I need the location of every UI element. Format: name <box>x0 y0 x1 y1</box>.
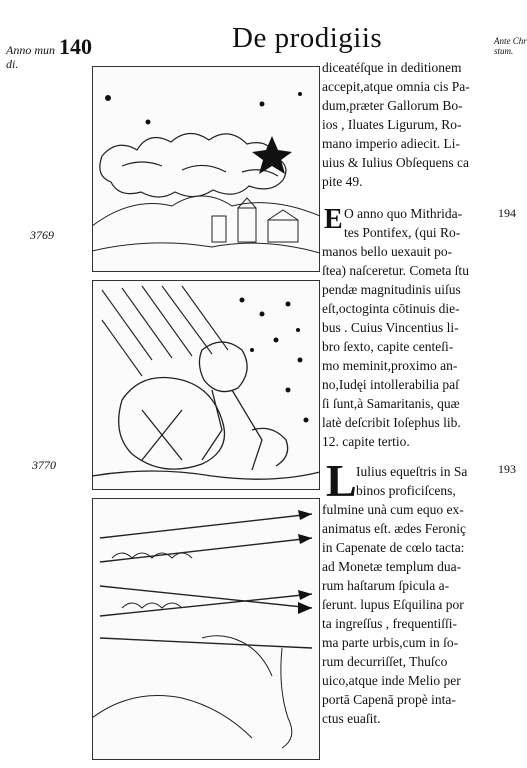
passage-3 <box>322 462 467 728</box>
woodcut-spears-wolf <box>92 498 320 760</box>
text-line: pite 49. <box>322 174 363 189</box>
text-line: ios , Iluates Ligurum, Ro- <box>322 117 462 132</box>
text-line: rum haſtarum ſpicula a- <box>322 578 450 593</box>
text-line: tes Pontifex, (qui Ro- <box>344 225 461 240</box>
anno-mundi-text: Anno mun <box>6 43 55 57</box>
text-line: pendæ magnitudinis uiſus <box>322 282 461 297</box>
margin-year-3770: 3770 <box>32 458 56 472</box>
text-line: animatus eſt. ædes Feroniç <box>322 521 466 536</box>
margin-ref-194: 194 <box>498 206 516 220</box>
drop-initial-e: E <box>324 204 343 235</box>
text-line: ctus euaſit. <box>322 711 381 726</box>
text-line: mo meminit,proximo an- <box>322 358 458 373</box>
woodcut-comet-landscape <box>92 66 320 272</box>
page-number: 140 <box>59 34 92 59</box>
passage-2 <box>322 204 469 451</box>
text-line: accepit,atque omnia cis Pa- <box>322 79 470 94</box>
page-title: De prodigiis <box>232 22 383 54</box>
text-line: O anno quo Mithrida- <box>344 206 463 221</box>
text-line: binos proficiſcens, <box>356 483 456 498</box>
anno-mundi-text-2: di. <box>6 57 19 71</box>
woodcut-fallen-rider <box>92 280 320 490</box>
text-line: diceatéſque in deditionem <box>322 60 462 75</box>
text-line: ad Monetæ templum dua- <box>322 559 462 574</box>
text-line: mano imperio adiecit. Li- <box>322 136 460 151</box>
text-line: bus . Cuius Vincentius li- <box>322 320 459 335</box>
text-line: bro ſexto, capite centeſi- <box>322 339 454 354</box>
text-line: manos bello uexauit po- <box>322 244 453 259</box>
margin-ref-193: 193 <box>498 462 516 476</box>
text-line: ta ingreſſus , frequentiſſi- <box>322 616 457 631</box>
ante-christum-text: Ante Chr <box>494 36 527 46</box>
text-line: eſt,octoginta cōtinuis die- <box>322 301 460 316</box>
passage-1 <box>322 58 470 191</box>
drop-initial-l: L <box>326 455 357 506</box>
margin-year-3769: 3769 <box>30 228 54 242</box>
text-line: no,Iudęi intollerabilia paſ <box>322 377 459 392</box>
text-line: uico,atque inde Melio per <box>322 673 461 688</box>
ante-christum-text-2: stum. <box>494 46 514 56</box>
text-line: dum,præter Gallorum Bo- <box>322 98 463 113</box>
text-line: rum decurriſſet, Thuſco <box>322 654 448 669</box>
text-line: ſi ſunt,à Samaritanis, quæ <box>322 396 460 411</box>
ante-christum-label <box>494 36 527 56</box>
text-line: ma parte urbis,cum in ſo- <box>322 635 459 650</box>
text-line: uius & Iulius Obſequens ca <box>322 155 469 170</box>
text-line: in Capenate de cœlo tacta: <box>322 540 465 555</box>
text-line: ſerunt. lupus Eſquilina por <box>322 597 464 612</box>
anno-mundi-label <box>6 34 92 71</box>
text-line: ſtea) naſceretur. Cometa ſtu <box>322 263 469 278</box>
text-line: Iulius equeſtris in Sa <box>356 464 468 479</box>
text-line: portā Capenā propè inta- <box>322 692 456 707</box>
text-line: fulmine unà cum equo ex- <box>322 502 464 517</box>
text-line: latè deſcribit Ioſephus lib. <box>322 415 461 430</box>
text-line: 12. capite tertio. <box>322 434 410 449</box>
